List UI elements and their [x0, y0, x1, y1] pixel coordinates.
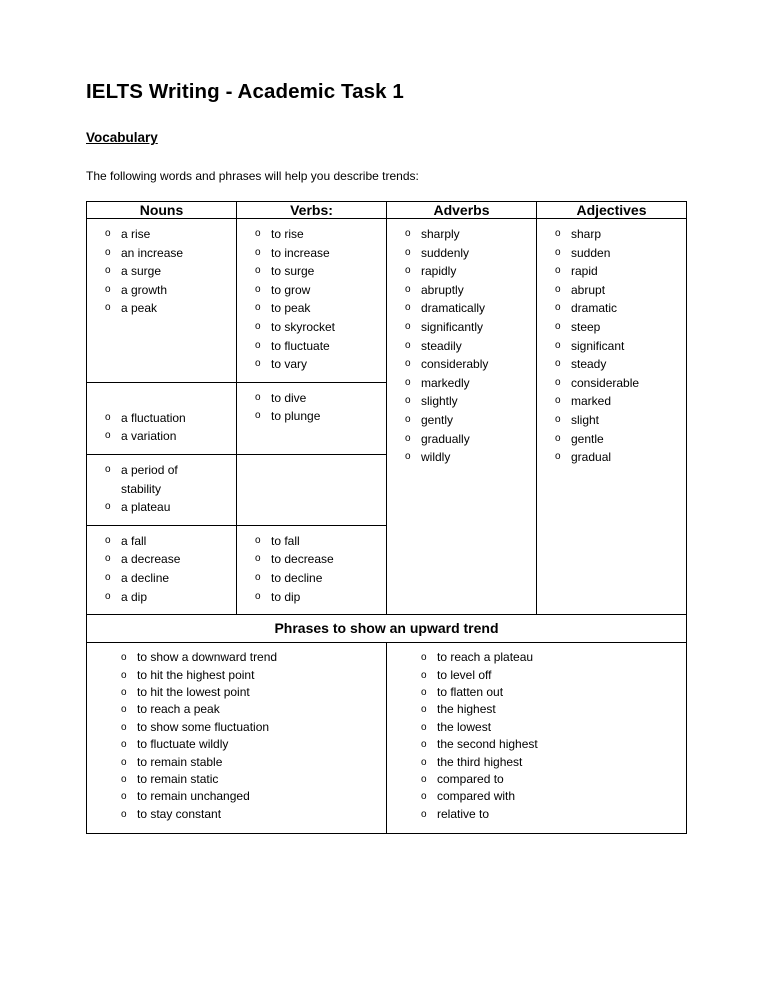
nouns-group-4-cell [87, 525, 237, 614]
phrases-header-row [87, 615, 687, 643]
list-item: o to fall [241, 532, 382, 551]
list-item: o to hit the highest point [91, 667, 382, 684]
verbs-group-4-list [241, 532, 382, 606]
nouns-group-3-cell [87, 454, 237, 525]
table-row [87, 219, 687, 383]
list-item: o a dip [91, 588, 232, 607]
page-title: IELTS Writing - Academic Task 1 [86, 80, 404, 103]
list-item: o to show some fluctuation [91, 719, 382, 736]
adverbs-cell [387, 219, 537, 615]
list-item: o to fluctuate [241, 337, 382, 356]
column-header-adjectives: Adjectives [537, 202, 687, 219]
list-item: o the second highest [391, 736, 682, 753]
phrases-row [87, 643, 687, 834]
list-item: o the third highest [391, 754, 682, 771]
phrases-right-list [391, 649, 682, 823]
list-item: o to flatten out [391, 684, 682, 701]
list-item: o steep [541, 318, 682, 337]
list-item: o a decrease [91, 550, 232, 569]
nouns-group-1-cell [87, 219, 237, 383]
nouns-group-2-list [91, 409, 232, 446]
list-item: o to hit the lowest point [91, 684, 382, 701]
phrases-heading-cell [87, 615, 687, 643]
list-item: o to stay constant [91, 806, 382, 823]
list-item: o an increase [91, 244, 232, 263]
nouns-group-2-cell [87, 382, 237, 454]
list-item: o to vary [241, 355, 382, 374]
list-item: o wildly [391, 448, 532, 467]
list-item: o compared to [391, 771, 682, 788]
nouns-group-3-list [91, 461, 232, 517]
list-item: o abruptly [391, 281, 532, 300]
list-item: o sharp [541, 225, 682, 244]
list-item: o gently [391, 411, 532, 430]
list-item: o a peak [91, 299, 232, 318]
adverbs-list [391, 225, 532, 467]
adjectives-list [541, 225, 682, 467]
verbs-group-1-list [241, 225, 382, 374]
list-item: o the lowest [391, 719, 682, 736]
list-item: o abrupt [541, 281, 682, 300]
list-item: o compared with [391, 788, 682, 805]
verbs-group-4-cell [237, 525, 387, 614]
nouns-group-4-list [91, 532, 232, 606]
verbs-group-2-cell [237, 382, 387, 454]
list-item: o to reach a peak [91, 701, 382, 718]
list-item: o a fall [91, 532, 232, 551]
list-item: o to level off [391, 667, 682, 684]
column-header-nouns: Nouns [87, 202, 237, 219]
column-header-adverbs: Adverbs [387, 202, 537, 219]
verbs-group-2-list [241, 389, 382, 426]
list-item: o slightly [391, 392, 532, 411]
list-item: o significantly [391, 318, 532, 337]
adjectives-cell [537, 219, 687, 615]
list-item: o markedly [391, 374, 532, 393]
list-item: o to dip [241, 588, 382, 607]
list-item: o sudden [541, 244, 682, 263]
column-header-verbs: Verbs: [237, 202, 387, 219]
verbs-group-3-cell [237, 454, 387, 525]
list-item: o to show a downward trend [91, 649, 382, 666]
list-item: o gradual [541, 448, 682, 467]
phrases-right-cell [387, 643, 687, 834]
list-item: o slight [541, 411, 682, 430]
list-item: o to surge [241, 262, 382, 281]
list-item: o to remain unchanged [91, 788, 382, 805]
list-item: o to rise [241, 225, 382, 244]
verbs-group-1-cell [237, 219, 387, 383]
list-item: o a period of stability [91, 461, 232, 498]
list-item: o to grow [241, 281, 382, 300]
nouns-group-1-list [91, 225, 232, 318]
list-item: o to plunge [241, 407, 382, 426]
list-item: o a plateau [91, 498, 232, 517]
list-item: o gradually [391, 430, 532, 449]
list-item: o to remain stable [91, 754, 382, 771]
list-item: o relative to [391, 806, 682, 823]
phrases-left-cell [87, 643, 387, 834]
list-item: o dramatically [391, 299, 532, 318]
list-item: o gentle [541, 430, 682, 449]
list-item: o to increase [241, 244, 382, 263]
list-item: o a variation [91, 427, 232, 446]
list-item: o to fluctuate wildly [91, 736, 382, 753]
list-item: o steady [541, 355, 682, 374]
list-item: o to decline [241, 569, 382, 588]
list-item: o considerably [391, 355, 532, 374]
phrases-left-list [91, 649, 382, 823]
list-item: o to decrease [241, 550, 382, 569]
list-item: o a fluctuation [91, 409, 232, 428]
phrases-heading: Phrases to show an upward trend [274, 620, 499, 637]
list-item: o the highest [391, 701, 682, 718]
list-item: o a rise [91, 225, 232, 244]
vocabulary-table [86, 201, 687, 834]
section-heading-vocabulary: Vocabulary [86, 130, 158, 145]
list-item: o to dive [241, 389, 382, 408]
list-item: o dramatic [541, 299, 682, 318]
list-item: o a decline [91, 569, 232, 588]
table-header-row [87, 202, 687, 219]
list-item: o to skyrocket [241, 318, 382, 337]
list-item: o considerable [541, 374, 682, 393]
list-item: o sharply [391, 225, 532, 244]
list-item: o steadily [391, 337, 532, 356]
list-item: o a surge [91, 262, 232, 281]
list-item: o rapidly [391, 262, 532, 281]
list-item: o suddenly [391, 244, 532, 263]
list-item: o marked [541, 392, 682, 411]
list-item: o to reach a plateau [391, 649, 682, 666]
list-item: o significant [541, 337, 682, 356]
list-item: o to remain static [91, 771, 382, 788]
intro-text: The following words and phrases will help you describe trends: [86, 169, 419, 183]
list-item: o a growth [91, 281, 232, 300]
list-item: o rapid [541, 262, 682, 281]
list-item: o to peak [241, 299, 382, 318]
